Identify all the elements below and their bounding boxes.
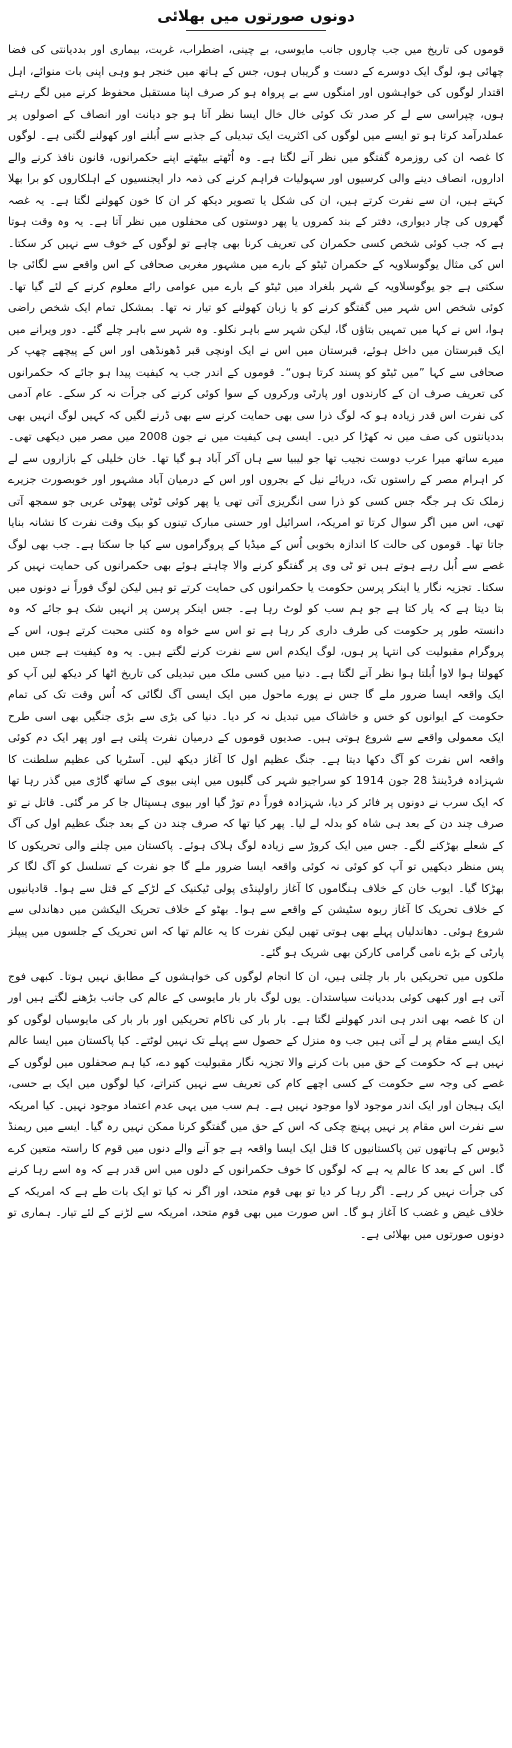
- article-body: [8, 39, 504, 1245]
- article-paragraph: ملکوں میں تحریکیں بار بار چلتی ہیں، ان کا انجام لوگوں کی خواہشوں کے مطابق نہیں ہوتا۔ کبھی فوج آتی ہے اور کبھی کوئی بددیانت سیاستدان۔ یوں لوگ بار بار مایوسی کے عالم کی جانب بڑھنے لگتے ہیں اور ان کا غصہ بھی اندر ہی اندر کھولنے لگتا ہے۔ بار بار کی ناکام تحریکیں اور بار بار کی مایوسیاں لوگوں کو ایک ایسے مقام پر لے آتی ہیں جب وہ منزل کے حصول سے پہلے تک نہیں لوٹتے۔ کیا پاکستان میں ایسا عالم نہیں ہے کہ حکومت کے حق میں بات کرنے والا تجزیہ نگار مقبولیت کھو دے، کیا ہم صحفلوں میں لوگوں کے غصے کی وجہ سے حکومت کے کسی اچھے کام کی تعریف سے نہیں کتراتے، کیا لوگوں میں ایک بے حسی، ایک ہیجان اور ایک اندر موجود لاوا موجود نہیں ہے۔ ہم سب میں یہی عدم اعتماد موجود نہیں۔ کیا امریکہ سے نفرت اس مقام پر نہیں پہنچ چکی کہ اس کے حق میں گفتگو کرنا ممکن نہیں رہ گیا۔ ایسے میں ریمنڈ ڈیوس کے ہاتھوں تین پاکستانیوں کا قتل ایک ایسا واقعہ ہے جو آنے والے دنوں میں قوم کا راستہ متعین کرے گا۔ اس کے بعد کا عالم یہ ہے کہ لوگوں کا خوف حکمرانوں کے دلوں میں اس قدر ہے کہ وہ اسے رہا کرنے کی جرأت نہیں کر رہے۔ اگر رہا کر دیا تو بھی قوم متحد، اور اگر نہ کیا تو ایک بات طے ہے کہ امریکہ کے خلاف غیض و غضب کا آغاز ہو گا۔ اس صورت میں بھی قوم متحد، امریکہ سے لڑنے کے لئے تیار۔ ہماری تو دونوں صورتوں میں بھلائی ہے۔: [8, 969, 504, 1241]
- article-paragraph: قوموں کی تاریخ میں جب چاروں جانب مایوسی، بے چینی، اضطراب، غربت، بیماری اور بددیانتی کی فضا چھائی ہو، لوگ ایک دوسرے کے دست و گریباں ہوں، جس کے ہاتھ میں خنجر ہو وہی اپنی بات منوائے، اہل اقتدار لوگوں کی خواہشوں اور امنگوں سے بے پرواہ ہو کر صرف اپنا مستقبل محفوظ کرنے میں لگے رہتے ہوں، چپراسی سے لے کر صدر تک کوئی خال خال ایسا نظر آتا ہو جو دیانت اور انصاف کے اصولوں پر عملدرآمد کرتا ہو تو ایسے میں لوگوں کی اکثریت ایک تبدیلی کے جذبے سے اُبلنے اور کھولنے لگتی ہے۔ لوگوں کا غصہ ان کی روزمرہ گفتگو میں نظر آنے لگتا ہے۔ وہ اُٹھتے بیٹھتے اپنے حکمرانوں، قانون نافذ کرنے والے اداروں، انصاف دینے والی کرسیوں اور سہولیات فراہم کرنے کی ذمہ دار ایجنسیوں کے اہلکاروں کو برا بھلا کہتے ہیں، ان سے نفرت کرتے ہیں، ان کی شکل یا تصویر دیکھ کر ان کا خون کھولنے لگتا ہے۔ یہ غصہ گھروں کی چار دیواری، دفتر کے بند کمروں یا پھر دوستوں کی محفلوں میں نظر آتا ہے۔ یہ وہ وقت ہوتا ہے کہ جب کوئی شخص کسی حکمران کی تعریف کرنا بھی چاہے تو لوگوں کے خوف سے نہیں کر سکتا۔ اس کی مثال یوگوسلاویہ کے حکمران ٹیٹو کے بارے میں مشہور مغربی صحافی کے اس واقعے سے لگائی جا سکتی ہے جو یوگوسلاویہ کے شہر بلغراد میں ٹیٹو کے بارے میں عوامی رائے معلوم کرنے کے لئے گیا تھا۔ کوئی شخص اس شہر میں گفتگو کرنے کو یا زبان کھولنے کو تیار نہ تھا۔ بمشکل تمام ایک شخص راضی ہوا، اس نے کہا میں تمہیں بتاؤں گا، لیکن شہر سے باہر نکلو۔ وہ شہر سے باہر چلے گئے۔ دور ویرانے میں ایک قبرستان میں داخل ہوئے، قبرستان میں اس نے ایک اونچی قبر ڈھونڈھی اور اس کے پیچھے چھپ کر صحافی سے کہا ”میں ٹیٹو کو پسند کرتا ہوں“۔ قوموں کے اندر جب یہ کیفیت پیدا ہو جائے کہ حکمرانوں کی تعریف صرف ان کے کارندوں اور پارٹی ورکروں کے سوا کوئی کرنے کی جرأت نہ کر سکے۔ عام آدمی کی نفرت اس قدر زیادہ ہو کہ لوگ ذرا سی بھی حمایت کرنے سے بھی ڈرنے لگیں کہ کہیں لوگ انہیں بھی بددیانتوں کی صف میں نہ کھڑا کر دیں۔ ایسی ہی کیفیت میں نے جون 2008 میں مصر میں دیکھی تھی۔ میرے ساتھ میرا عرب دوست نجیب تھا جو لیبیا سے ہاں آکر آباد ہو گیا تھا۔ خان خلیلی کے بازاروں سے لے کر اہرام مصر کے راستوں تک، دریائے نیل کے بجروں اور اس کے درمیان آباد مشہور اور خوبصورت جزیرے زملک تک ہر جگہ جس کسی کو ذرا سی انگریزی آتی تھی یا پھر کوئی ٹوٹی پھوٹی عربی جو سمجھ آتی تھی، اس میں اگر سوال کرتا تو امریکہ، اسرائیل اور حسنی مبارک تینوں کو بیک وقت نفرت کا نشانہ بنایا جاتا تھا۔ قوموں کی حالت کا اندازہ بخوبی اُس کے میڈیا کے پروگراموں سے کیا جا سکتا ہے۔ جب بھی لوگ غصے سے اُبل رہے ہوتے ہیں تو ٹی وی پر گفتگو کرنے والا چاہتے ہوئے بھی حکمرانوں کی حمایت نہیں کر سکتا۔ تجزیہ نگار یا اینکر پرسن حکومت یا حکمرانوں کی حمایت کرتے تو ہیں لیکن لوگ فوراً نے دونوں میں بتا دیتا ہے کہ یار کتا ہے جو ہم سب کو لوٹ رہا ہے۔ جس اینکر پرسن پر انہیں شک ہو جائے کہ وہ دانستہ طور پر حکومت کی طرف داری کر رہا ہے تو اس سے خواہ وہ کتنی محبت کرتے ہوں، اس کے پروگرام مقبولیت کی انتہا پر ہوں، لوگ ایکدم اس سے نفرت کرنے لگتے ہیں۔ یہ وہ کیفیت ہے جس میں کھولتا ہوا لاوا اُبلتا ہوا نظر آنے لگتا ہے۔ دنیا میں کسی ملک میں تبدیلی کی تاریخ اٹھا کر دیکھ لیں آپ کو ایک واقعہ ایسا ضرور ملے گا جس نے پورے ماحول میں ایک ایسی آگ لگائی کہ اُس وقت تک کی تمام حکومت کے ایوانوں کو خس و خاشاک میں تبدیل نہ کر دیا۔ دنیا کی بڑی سے بڑی جنگیں بھی اسی طرح ایک معمولی واقعے سے شروع ہوتی ہیں۔ صدیوں قوموں کے درمیان نفرت پلتی ہے اور پھر ایک دم کوئی واقعہ اس نفرت کو آگ دکھا دیتا ہے۔ جنگ عظیم اول کا آغاز دیکھ لیں۔ آسٹریا کی عظیم سلطنت کا شہزادہ فرڈیننڈ 28 جون 1914 کو سراجیو شہر کی گلیوں میں اپنی بیوی کے ساتھ گاڑی میں گذر رہا تھا کہ ایک سرب نے دونوں پر فائر کر دیا، شہزادہ فوراً دم توڑ گیا اور بیوی ہسپتال جا کر مر گئی۔ قاتل نے تو صرف چند دن کے بعد ہی شاہ کو بدلہ لے لیا۔ پھر کیا تھا کہ صرف چند دن کے بعد جنگ عظیم اول کی آگ کے شعلے بھڑکنے لگے۔ جس میں ایک کروڑ سے زیادہ لوگ ہلاک ہوئے۔ پاکستان میں چلنے والی تحریکوں کا پس منظر دیکھیں تو آپ کو کوئی نہ کوئی واقعہ ایسا ضرور ملے گا جو نفرت کے تسلسل کو آگ لگا کر بھڑکا گیا۔ ایوب خان کے خلاف ہنگاموں کا آغاز راولپنڈی پولی ٹیکنیک کے لڑکے کے قتل سے ہوا۔ قادیانیوں کے خلاف تحریک کا آغاز ربوہ سٹیشن کے واقعے سے ہوا۔ بھٹو کے خلاف تحریک الیکشن میں دھاندلی سے شروع ہوئی۔ دھاندلیاں پہلے بھی ہوتی تھیں لیکن نفرت کا یہ عالم تھا کہ اس تحریک کے جلسوں میں پیپلز پارٹی کے بڑے نامی گرامی کارکن بھی شریک ہو گئے۔: [8, 43, 504, 959]
- article-title: دونوں صورتوں میں بھلائی: [157, 7, 355, 25]
- title-underline: [186, 30, 326, 31]
